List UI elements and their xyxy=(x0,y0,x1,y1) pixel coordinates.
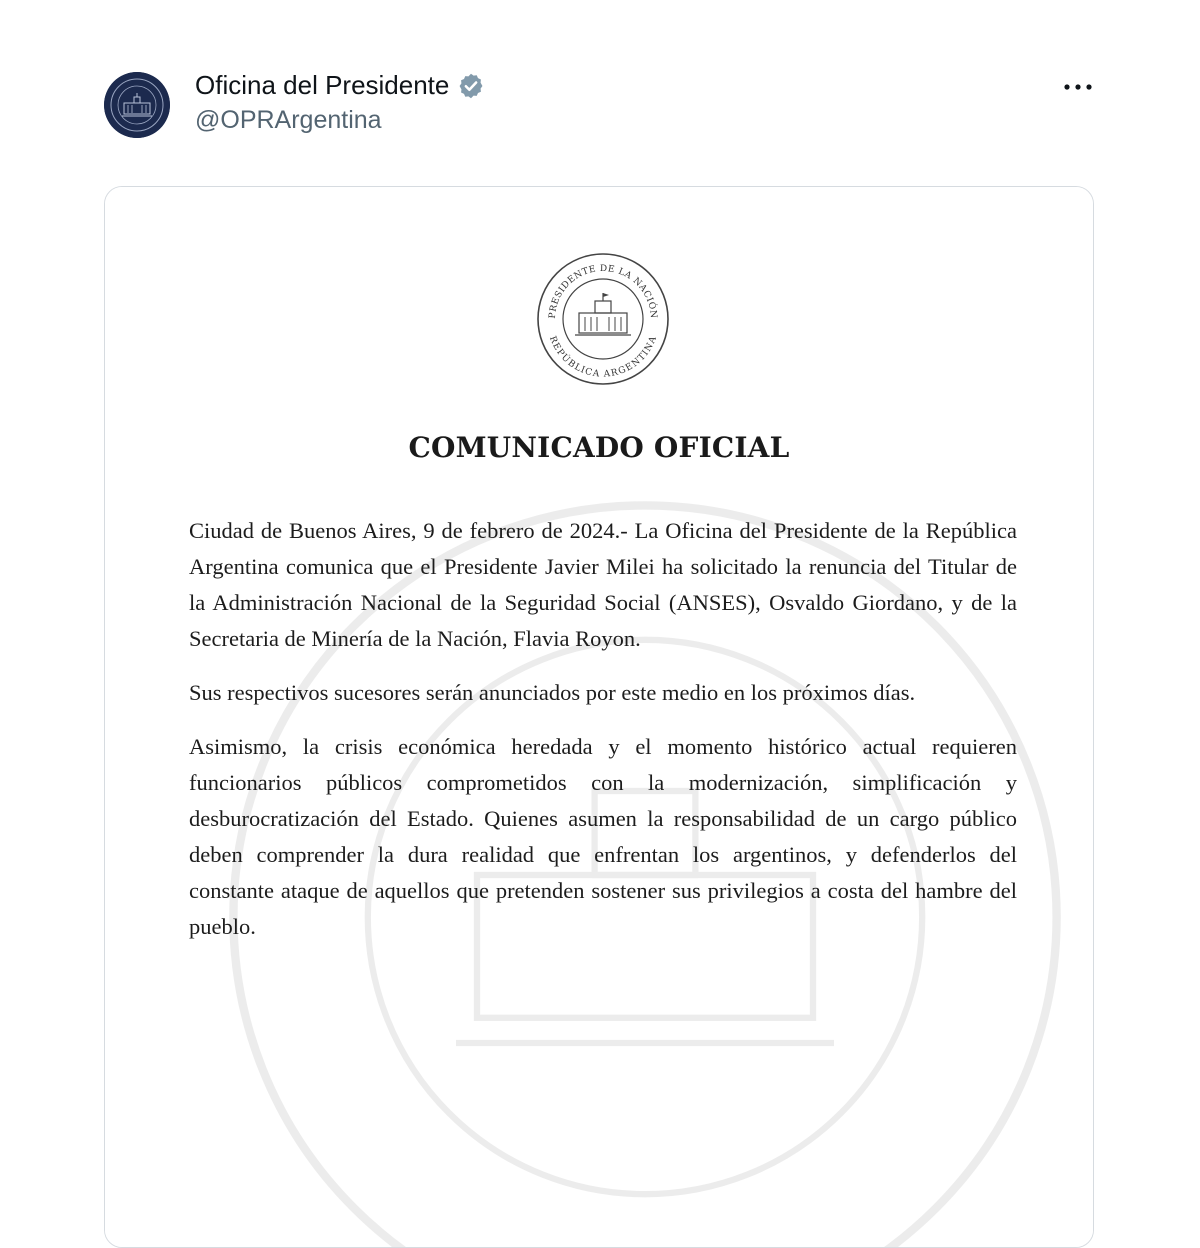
document-title: COMUNICADO OFICIAL xyxy=(408,431,790,464)
avatar[interactable] xyxy=(104,72,170,138)
seal-text-bottom: REPÚBLICA ARGENTINA xyxy=(546,334,660,380)
media-card[interactable] xyxy=(104,186,1094,1248)
more-options-button[interactable] xyxy=(1056,72,1100,102)
account-handle[interactable]: @OPRArgentina xyxy=(195,106,382,134)
presidential-seal-icon xyxy=(104,72,170,138)
ellipsis-icon xyxy=(1063,83,1093,91)
paragraph-1: Ciudad de Buenos Aires, 9 de febrero de 2024.- La Oficina del Presidente de la República Argentina comunica que el Presidente Javier Milei ha solicitado la renuncia del Titular de la Administración Nacional de la Seguridad Social (ANSES), Osvaldo Giordano, y de la Secretaria de Minería de la Nación, Flavia Royon. xyxy=(189,518,1017,651)
account-name[interactable]: Oficina del Presidente xyxy=(195,70,450,100)
document-image xyxy=(105,187,1093,1247)
paragraph-3: Asimismo, la crisis económica heredada y el momento histórico actual requieren funcionarios públicos comprometidos con la modernización, simplificación y desburocratización del Estado. Quienes asumen la responsabilidad de un cargo público deben comprender la dura realidad que enfrentan los argentinos, y defenderlos del constante ataque de aquellos que pretenden sostener sus privilegios a costa del hambre del pueblo. xyxy=(189,734,1017,939)
account-name-row[interactable] xyxy=(195,70,485,101)
seal-text-top: PRESIDENTE DE LA NACIÓN xyxy=(547,263,659,320)
presidential-seal xyxy=(535,251,671,387)
svg-text:REPÚBLICA ARGENTINA xyxy=(547,335,659,380)
post-header xyxy=(0,0,1200,160)
document-body xyxy=(189,513,1017,963)
verified-badge-icon xyxy=(457,72,485,100)
paragraph-2: Sus respectivos sucesores serán anunciados por este medio en los próximos días. xyxy=(189,680,916,705)
